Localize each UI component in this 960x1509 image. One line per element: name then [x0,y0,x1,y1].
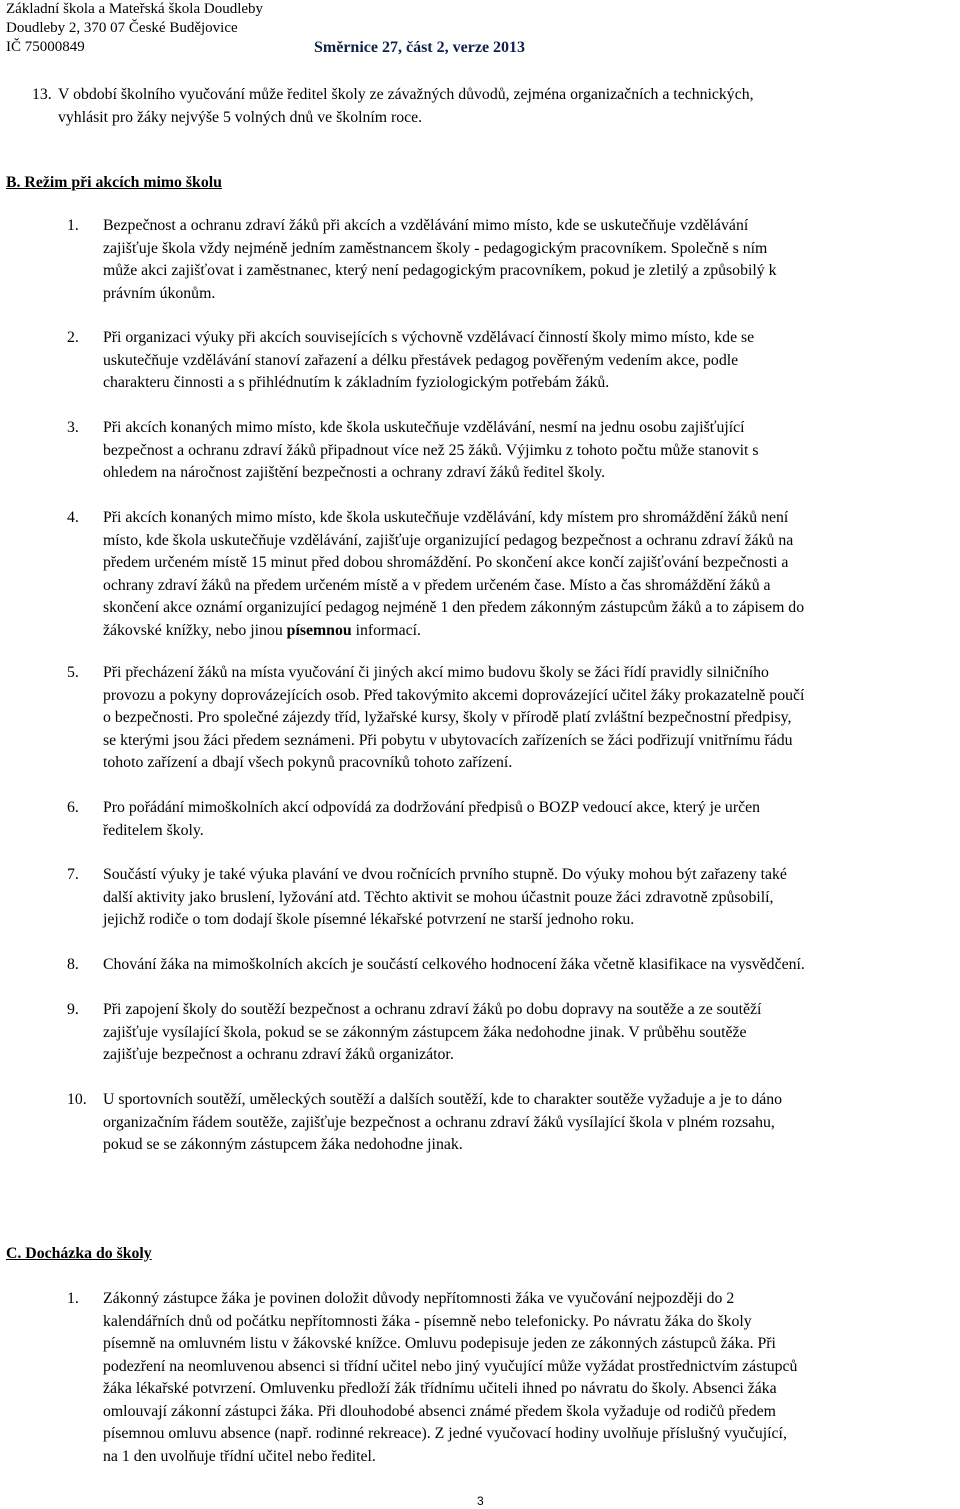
text-line [103,620,804,643]
directive-label: Směrnice 27, část 2, verze 2013 [314,39,526,56]
text-line: jejichž rodiče o tom dodají škole písemné lékařské potvrzení ne starší jednoho roku. [103,911,635,928]
text-line: skončení akce oznámí organizující pedagog nejméně 1 den předem zákonným zástupcům žáků a to zápisem do [103,599,805,616]
text-line: se kterými jsou žáci předem seznámeni. Při pobytu v ubytovacích zařízeních se žáci podřizují vnitřnímu řádu [103,731,793,749]
text-line: kalendářních dnů od počátku nepřítomnosti žáka - písemně nebo telefonicky. Po návratu žáka do školy [103,1312,752,1330]
school-id: IČ 75000849 [6,39,85,55]
item-number: 1. [67,217,79,234]
item-number: 3. [67,419,79,436]
item-number: 4. [67,509,79,526]
item-number: 5. [67,664,79,681]
text-line: U sportovních soutěží, uměleckých soutěží a dalších soutěží, kde to charakter soutěže vyžaduje a je to dáno [103,1091,783,1108]
text-line: ohledem na náročnost zajištění bezpečnosti a ochrany zdraví žáků ředitel školy. [103,464,606,481]
text-line: o bezpečnosti. Pro společné zájezdy tříd, lyžařské kursy, školy v přírodě platí zvláštní bezpečnostní předpisy, [103,709,792,726]
text-line: Při akcích konaných mimo místo, kde škola uskutečňuje vzdělávání, kdy místem pro shromáždění žáků není [103,509,789,526]
text-line: Chování žáka na mimoškolních akcích je součástí celkového hodnocení žáka včetně klasifikace na vysvědčení. [103,956,805,973]
text-line: bezpečnost a ochranu zdraví žáků připadnout více než 25 žáků. Výjimku z tohoto počtu může stanovit s [103,441,759,459]
text-line: Zákonný zástupce žáka je povinen doložit důvody nepřítomnosti žáka ve vyučování nejpozději do 2 [103,1290,735,1307]
text-line: Při zapojení školy do soutěží bezpečnost a ochranu zdraví žáků po dobu dopravy na soutěže a ze soutěží [103,1001,762,1018]
text-line: pokud se se zákonným zástupcem žáka nedohodne jinak. [103,1136,463,1153]
header-id-row [6,38,525,57]
item-number: 7. [67,866,79,883]
text-line: charakteru činnosti a s přihlédnutím k základním fyziologickým potřebám žáků. [103,374,610,391]
text-line: ředitelem školy. [103,821,204,839]
text-line: písemnou omluvu absence (např. rodinné rekreace). Z jedné vyučovací hodiny uvolňuje příslušný vyučující, [103,1425,787,1442]
text-line: podezření na neomluvenou absenci si třídní učitel nebo jiný vyučující může vyžádat prostřednictvím zástupců [103,1357,798,1375]
text-line: další aktivity jako bruslení, lyžování atd. Těchto aktivit se mohou účastnit pouze žáci zdravotně způsobilí, [103,888,774,906]
text-line: Součástí výuky je také výuka plavání ve dvou ročnících prvního stupně. Do výuky mohou být zařazeny také [103,866,787,883]
item-number: 2. [67,329,79,346]
text-line: Při organizaci výuky při akcích souvisejících s výchovně vzdělávací činností školy mimo místo, kde se [103,329,755,346]
text-fragment: žákovské knížky, nebo jinou [103,621,287,639]
text-line: právním úkonům. [103,284,216,302]
text-line: písemně na omluvném listu v žákovské knížce. Omluvu podepisuje jeden ze zákonných zástupců žáka. Při [103,1335,776,1352]
text-line: zajišťuje bezpečnost a ochranu zdraví žáků organizátor. [103,1046,454,1063]
text-line: Při přecházení žáků na místa vyučování či jiných akcí mimo budovu školy se žáci řídí pravidly silničního [103,664,769,681]
section-b-heading: B. Režim při akcích mimo školu [6,174,222,191]
text-line: zajišťuje vysílající škola, pokud se se zákonným zástupcem žáka nedohodne jinak. V průběhu soutěže [103,1023,747,1041]
text-line: Bezpečnost a ochranu zdraví žáků při akcích a vzdělávání mimo místo, kde se uskutečňuje vzdělávání [103,217,749,234]
text-line: omlouvají zákonní zástupci žáka. Při dlouhodobé absenci známé předem škola vyžaduje od rodičů předem [103,1402,776,1420]
text-line: předem určeném místě 15 minut před dobou shromáždění. Po skončení akce končí zajišťování bezpečnosti a [103,554,789,571]
item-number: 9. [67,1001,79,1018]
item-number: 10. [67,1091,87,1108]
text-line: žáka lékařské potvrzení. Omluvenku předloží žák třídnímu učiteli ihned po návratu do školy. Absenci žáka [103,1380,777,1397]
text-line: tohoto zařízení a dbají všech pokynů pracovníků tohoto zařízení. [103,754,513,771]
text-line: Pro pořádání mimoškolních akcí odpovídá za dodržování předpisů o BOZP vedoucí akce, který je určen [103,799,760,816]
school-name: Základní škola a Mateřská škola Doudleby [6,1,264,17]
item-number: 6. [67,799,79,816]
text-line: zajišťuje škola vždy nejméně jedním zaměstnancem školy - pedagogickým pracovníkem. Společně s ním [103,239,768,257]
item-number: 8. [67,956,79,973]
text-line: Při akcích konaných mimo místo, kde škola uskutečňuje vzdělávání, nesmí na jednu osobu zajišťující [103,419,745,436]
text-line: místo, kde škola uskutečňuje vzdělávání, zajišťuje organizující pedagog bezpečnost a ochranu zdraví žáků na [103,531,794,549]
text-line: organizačním řádem soutěže, zajišťuje bezpečnost a ochranu zdraví žáků vysílající škola v plném rozsahu, [103,1113,775,1131]
emphasis-text: písemnou [286,621,352,639]
text-line: vyhlásit pro žáky nejvýše 5 volných dnů ve školním roce. [58,108,423,126]
text-line: V období školního vyučování může ředitel školy ze závažných důvodů, zejména organizačních a technických, [58,86,754,103]
text-line: na 1 den uvolňuje třídní učitel nebo ředitel. [103,1447,376,1465]
item-number: 13. [32,86,52,103]
item-number: 1. [67,1290,79,1307]
text-fragment: informací. [351,621,421,639]
text-line: uskutečňuje vzdělávání stanoví zařazení a délku přestávek pedagog pověřeným vedením akce, podle [103,351,739,369]
text-line: ochrany zdraví žáků na předem určeném místě a v předem určeném čase. Místo a čas shromáždění žáků a [103,576,771,594]
text-line: provozu a pokyny doprovázejících osob. Před takovýmito akcemi doprovázející učitel žáky prokazatelně poučí [103,686,805,704]
document-header [6,0,525,57]
section-c-heading: C. Docházka do školy [6,1245,152,1262]
text-line: může akci zajišťovat i zaměstnanec, který není pedagogickým pracovníkem, pokud je zletilý a způsobilý k [103,262,777,279]
school-address: Doudleby 2, 370 07 České Budějovice [6,20,238,36]
page-number: 3 [477,1494,484,1508]
